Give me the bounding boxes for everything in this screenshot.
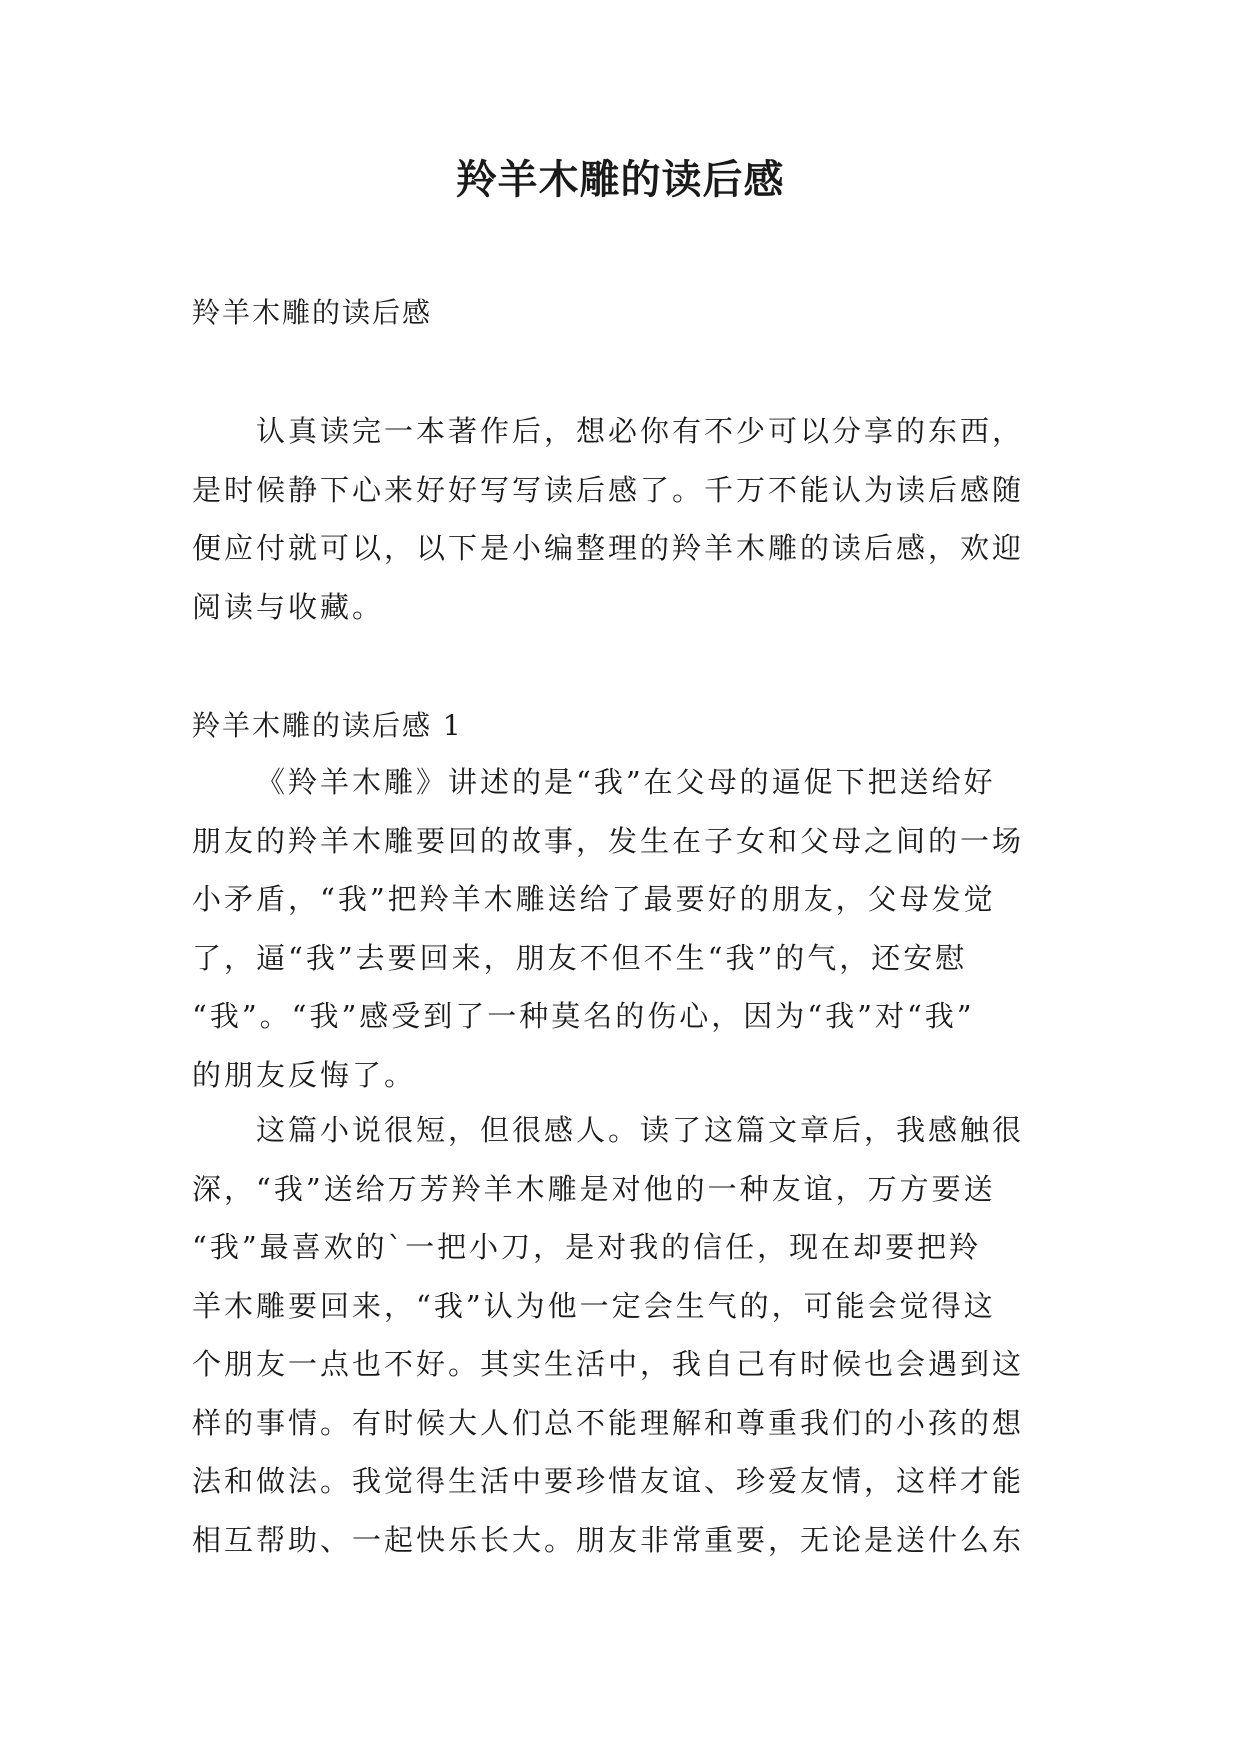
document-subtitle: 羚羊木雕的读后感 <box>192 296 433 329</box>
body-paragraph-1 <box>192 753 1052 1104</box>
paragraph-line: “我”。“我”感受到了一种莫名的伤心，因为“我”对“我” <box>192 999 975 1033</box>
paragraph-line: 样的事情。有时候大人们总不能理解和尊重我们的小孩的想 <box>192 1405 1025 1440</box>
paragraph-line: 相互帮助、一起快乐长大。朋友非常重要，无论是送什么东 <box>192 1522 1025 1557</box>
paragraph-line: 羊木雕要回来，“我”认为他一定会生气的，可能会觉得这 <box>192 1288 996 1323</box>
paragraph-line: 了，逼“我”去要回来，朋友不但不生“我”的气，还安慰 <box>192 940 968 975</box>
intro-line: 阅读与收藏。 <box>192 589 385 624</box>
intro-line: 便应付就可以，以下是小编整理的羚羊木雕的读后感，欢迎 <box>192 531 1025 565</box>
paragraph-line: 《羚羊木雕》讲述的是“我”在父母的逼促下把送给好 <box>256 765 996 799</box>
paragraph-line: 朋友的羚羊木雕要回的故事，发生在子女和父母之间的一场 <box>192 823 1025 858</box>
section-heading: 羚羊木雕的读后感 1 <box>192 709 463 742</box>
paragraph-line: 个朋友一点也不好。其实生活中，我自己有时候也会遇到这 <box>192 1347 1025 1381</box>
paragraph-line: “我”最喜欢的`一把小刀，是对我的信任，现在却要把羚 <box>192 1230 982 1264</box>
paragraph-line: 法和做法。我觉得生活中要珍惜友谊、珍爱友情，这样才能 <box>192 1464 1025 1498</box>
paragraph-line: 深，“我”送给万芳羚羊木雕是对他的一种友谊，万方要送 <box>192 1171 996 1206</box>
intro-line: 是时候静下心来好好写写读后感了。千万不能认为读后感随 <box>192 472 1025 507</box>
paragraph-line: 的朋友反悔了。 <box>192 1057 417 1092</box>
intro-paragraph <box>192 402 1052 636</box>
document-title: 羚羊木雕的读后感 <box>456 157 785 203</box>
paragraph-line: 小矛盾，“我”把羚羊木雕送给了最要好的朋友，父母发觉 <box>192 882 996 916</box>
paragraph-line: 这篇小说很短，但很感人。读了这篇文章后，我感触很 <box>256 1113 1025 1147</box>
intro-line: 认真读完一本著作后，想必你有不少可以分享的东西， <box>256 414 1025 448</box>
body-paragraph-2 <box>192 1101 1052 1569</box>
